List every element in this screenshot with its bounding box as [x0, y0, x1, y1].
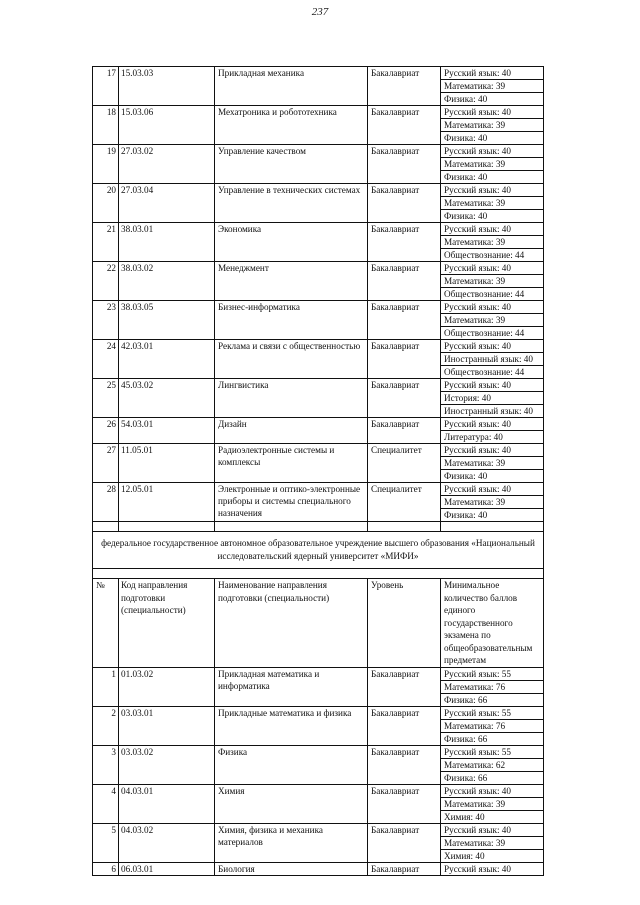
subject-min-score: Обществознание: 44: [441, 249, 544, 262]
direction-code: 38.03.05: [119, 301, 215, 340]
header-num: №: [93, 579, 119, 668]
direction-name: Радиоэлектронные системы и комплексы: [215, 444, 368, 483]
subject-min-score: Математика: 39: [441, 797, 544, 810]
organization-row: [93, 532, 544, 569]
direction-code: 03.03.02: [119, 745, 215, 784]
education-level: Бакалавриат: [368, 379, 441, 418]
subject-min-score: Физика: 40: [441, 171, 544, 184]
direction-name: Прикладная механика: [215, 67, 368, 106]
subject-min-score: Математика: 39: [441, 236, 544, 249]
row-number: 20: [93, 184, 119, 223]
direction-code: 15.03.06: [119, 106, 215, 145]
education-level: Специалитет: [368, 483, 441, 522]
education-level: Бакалавриат: [368, 223, 441, 262]
subject-min-score: Математика: 39: [441, 275, 544, 288]
subject-min-score: Русский язык: 40: [441, 145, 544, 158]
direction-code: 04.03.01: [119, 784, 215, 823]
table-row: [93, 483, 544, 496]
subject-min-score: Русский язык: 40: [441, 418, 544, 431]
subject-min-score: Физика: 40: [441, 470, 544, 483]
direction-code: 06.03.01: [119, 862, 215, 875]
table-section-mephi: [93, 667, 544, 875]
direction-name: Электронные и оптико-электронные приборы и системы специального назначения: [215, 483, 368, 522]
subject-min-score: Русский язык: 40: [441, 67, 544, 80]
spacer-row: [93, 522, 544, 532]
education-level: Бакалавриат: [368, 184, 441, 223]
subject-min-score: Физика: 40: [441, 93, 544, 106]
education-level: Бакалавриат: [368, 823, 441, 862]
header-min-score: Минимальное количество баллов единого государственного экзамена по общеобразовательным предметам: [441, 579, 544, 668]
organization-name: федеральное государственное автономное образовательное учреждение высшего образования «Национальный исследовательский ядерный университет «МИФИ»: [93, 532, 544, 569]
direction-code: 45.03.02: [119, 379, 215, 418]
subject-min-score: Русский язык: 40: [441, 862, 544, 875]
table-row: [93, 745, 544, 758]
table-row: [93, 784, 544, 797]
direction-name: Менеджмент: [215, 262, 368, 301]
row-number: 4: [93, 784, 119, 823]
subject-min-score: Физика: 66: [441, 732, 544, 745]
table-row: [93, 301, 544, 314]
subject-min-score: Химия: 40: [441, 810, 544, 823]
direction-name: Бизнес-информатика: [215, 301, 368, 340]
direction-code: 12.05.01: [119, 483, 215, 522]
direction-code: 42.03.01: [119, 340, 215, 379]
subject-min-score: Русский язык: 40: [441, 262, 544, 275]
education-level: Бакалавриат: [368, 106, 441, 145]
direction-name: Химия: [215, 784, 368, 823]
row-number: 17: [93, 67, 119, 106]
subject-min-score: История: 40: [441, 392, 544, 405]
education-level: Бакалавриат: [368, 784, 441, 823]
subject-min-score: Физика: 66: [441, 693, 544, 706]
subject-min-score: Иностранный язык: 40: [441, 405, 544, 418]
row-number: 18: [93, 106, 119, 145]
direction-name: Физика: [215, 745, 368, 784]
direction-code: 38.03.02: [119, 262, 215, 301]
education-level: Бакалавриат: [368, 706, 441, 745]
education-level: Бакалавриат: [368, 340, 441, 379]
direction-name: Экономика: [215, 223, 368, 262]
row-number: 24: [93, 340, 119, 379]
subject-min-score: Физика: 40: [441, 132, 544, 145]
subject-min-score: Русский язык: 40: [441, 106, 544, 119]
row-number: 1: [93, 667, 119, 706]
subject-min-score: Русский язык: 55: [441, 706, 544, 719]
direction-code: 27.03.02: [119, 145, 215, 184]
table-row: [93, 418, 544, 431]
header-code: Код направления подготовки (специальности): [119, 579, 215, 668]
subject-min-score: Математика: 39: [441, 836, 544, 849]
row-number: 26: [93, 418, 119, 444]
page-number: 237: [311, 6, 329, 18]
direction-code: 54.03.01: [119, 418, 215, 444]
direction-name: Химия, физика и механика материалов: [215, 823, 368, 862]
row-number: 23: [93, 301, 119, 340]
row-number: 27: [93, 444, 119, 483]
subject-min-score: Русский язык: 40: [441, 483, 544, 496]
subject-min-score: Физика: 66: [441, 771, 544, 784]
row-number: 22: [93, 262, 119, 301]
table-row: [93, 340, 544, 353]
gap-row: [93, 569, 544, 579]
table-row: [93, 667, 544, 680]
row-number: 25: [93, 379, 119, 418]
direction-code: 03.03.01: [119, 706, 215, 745]
table-row: [93, 262, 544, 275]
header-level: Уровень: [368, 579, 441, 668]
education-level: Бакалавриат: [368, 145, 441, 184]
direction-name: Лингвистика: [215, 379, 368, 418]
direction-name: Управление качеством: [215, 145, 368, 184]
subject-min-score: Русский язык: 40: [441, 784, 544, 797]
education-level: Бакалавриат: [368, 67, 441, 106]
subject-min-score: Математика: 62: [441, 758, 544, 771]
subject-min-score: Русский язык: 55: [441, 745, 544, 758]
direction-code: 15.03.03: [119, 67, 215, 106]
row-number: 19: [93, 145, 119, 184]
subject-min-score: Математика: 39: [441, 197, 544, 210]
subject-min-score: Русский язык: 40: [441, 340, 544, 353]
row-number: 3: [93, 745, 119, 784]
education-level: Бакалавриат: [368, 418, 441, 444]
subject-min-score: Математика: 39: [441, 457, 544, 470]
education-level: Бакалавриат: [368, 667, 441, 706]
subject-min-score: Физика: 40: [441, 210, 544, 223]
table-row: [93, 106, 544, 119]
subject-min-score: Обществознание: 44: [441, 366, 544, 379]
row-number: 6: [93, 862, 119, 875]
row-number: 5: [93, 823, 119, 862]
admission-table: [92, 66, 544, 876]
table-section-organization: [93, 522, 544, 668]
subject-min-score: Математика: 76: [441, 719, 544, 732]
subject-min-score: Математика: 39: [441, 119, 544, 132]
education-level: Специалитет: [368, 444, 441, 483]
direction-name: Прикладные математика и физика: [215, 706, 368, 745]
subject-min-score: Русский язык: 40: [441, 823, 544, 836]
direction-code: 04.03.02: [119, 823, 215, 862]
row-number: 28: [93, 483, 119, 522]
table-row: [93, 706, 544, 719]
row-number: 2: [93, 706, 119, 745]
subject-min-score: Русский язык: 55: [441, 667, 544, 680]
direction-code: 01.03.02: [119, 667, 215, 706]
direction-name: Прикладная математика и информатика: [215, 667, 368, 706]
education-level: Бакалавриат: [368, 301, 441, 340]
education-level: Бакалавриат: [368, 745, 441, 784]
subject-min-score: Математика: 39: [441, 314, 544, 327]
subject-min-score: Обществознание: 44: [441, 288, 544, 301]
table-section-continued: [93, 67, 544, 522]
direction-code: 38.03.01: [119, 223, 215, 262]
subject-min-score: Иностранный язык: 40: [441, 353, 544, 366]
header-row: [93, 579, 544, 668]
direction-name: Дизайн: [215, 418, 368, 444]
subject-min-score: Математика: 76: [441, 680, 544, 693]
header-name: Наименование направления подготовки (специальности): [215, 579, 368, 668]
table-row: [93, 379, 544, 392]
table-row: [93, 223, 544, 236]
table-row: [93, 184, 544, 197]
table-row: [93, 67, 544, 80]
subject-min-score: Химия: 40: [441, 849, 544, 862]
subject-min-score: Русский язык: 40: [441, 223, 544, 236]
direction-code: 11.05.01: [119, 444, 215, 483]
subject-min-score: Литература: 40: [441, 431, 544, 444]
subject-min-score: Русский язык: 40: [441, 379, 544, 392]
subject-min-score: Русский язык: 40: [441, 184, 544, 197]
table-row: [93, 145, 544, 158]
table-row: [93, 823, 544, 836]
direction-name: Мехатроника и робототехника: [215, 106, 368, 145]
education-level: Бакалавриат: [368, 262, 441, 301]
table-row: [93, 444, 544, 457]
education-level: Бакалавриат: [368, 862, 441, 875]
subject-min-score: Обществознание: 44: [441, 327, 544, 340]
direction-name: Биология: [215, 862, 368, 875]
subject-min-score: Математика: 39: [441, 496, 544, 509]
subject-min-score: Русский язык: 40: [441, 444, 544, 457]
subject-min-score: Математика: 39: [441, 80, 544, 93]
subject-min-score: Математика: 39: [441, 158, 544, 171]
row-number: 21: [93, 223, 119, 262]
direction-name: Реклама и связи с общественностью: [215, 340, 368, 379]
subject-min-score: Русский язык: 40: [441, 301, 544, 314]
table-row: [93, 862, 544, 875]
direction-name: Управление в технических системах: [215, 184, 368, 223]
direction-code: 27.03.04: [119, 184, 215, 223]
subject-min-score: Физика: 40: [441, 509, 544, 522]
